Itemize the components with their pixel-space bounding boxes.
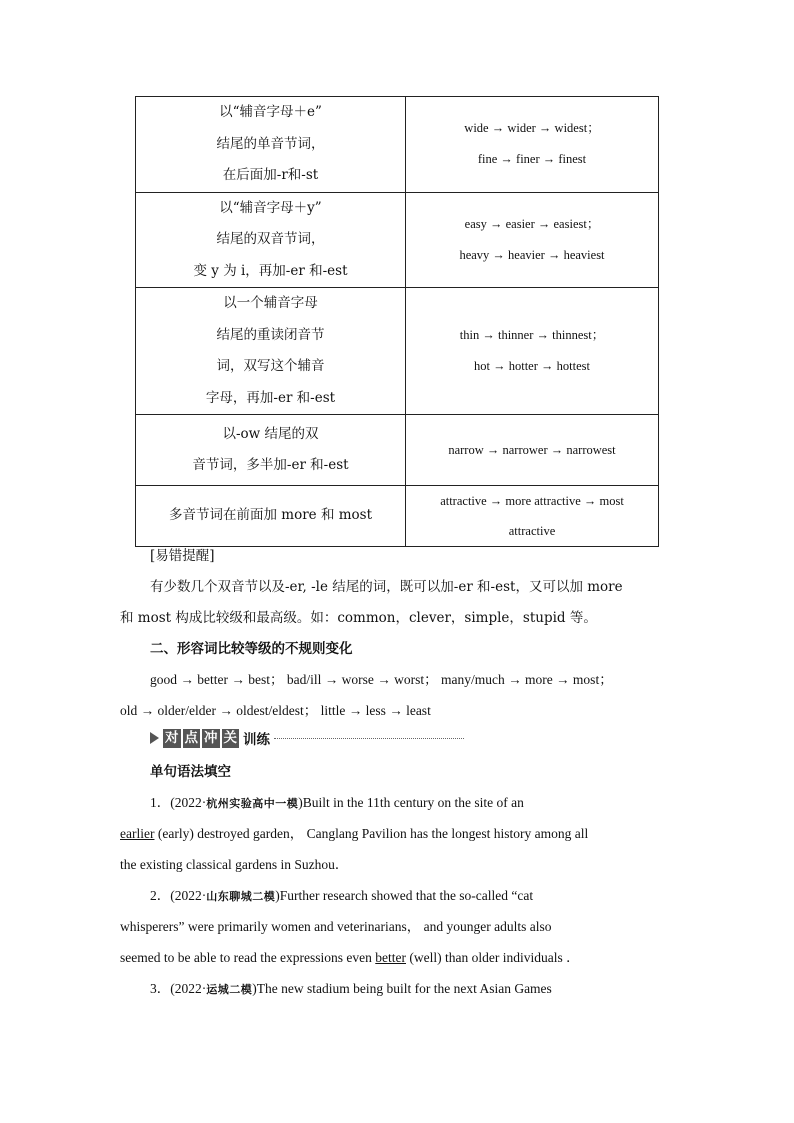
banner-chip: 关	[223, 729, 237, 746]
table-row	[136, 192, 659, 288]
example-cell	[406, 288, 659, 415]
table-row	[136, 486, 659, 547]
tip-line: 和 most 构成比较级和最高级。如：common，clever，simple，stupid 等。	[120, 610, 597, 626]
tip-heading: [易错提醒]	[150, 548, 215, 564]
example-cell	[406, 415, 659, 486]
rule-line: 音节词，多半加-er 和-est	[192, 457, 349, 473]
question-1-line	[120, 822, 672, 842]
example-cell	[406, 192, 659, 288]
example-cell	[406, 486, 659, 547]
irregular-line: good → better → best； bad/ill → worse → worst； many/much → more → most；	[150, 672, 613, 687]
table-row	[136, 97, 659, 193]
question-text: the existing classical gardens in Suzhou．	[120, 857, 349, 872]
rule-line: 字母，再加-er 和-est	[205, 389, 336, 406]
rule-line: 以-ow 结尾的双	[222, 425, 319, 442]
answer-blank: better	[375, 950, 407, 965]
rule-cell	[136, 415, 406, 486]
rule-line: 多音节词在前面加 more 和 most	[168, 507, 373, 524]
question-text: )Further research showed that the so-called “cat	[275, 888, 534, 903]
question-text: )The new stadium being built for the next Asian Games	[252, 981, 552, 996]
tip-line: 有少数几个双音节以及-er, -le 结尾的词，既可以加-er 和-est，又可以加 more	[150, 579, 623, 595]
rule-cell	[136, 97, 406, 193]
example-line: heavy → heavier → heaviest	[459, 247, 605, 262]
rule-line: 结尾的单音节词，	[216, 135, 325, 152]
example-cell	[406, 97, 659, 193]
rule-line: 以“辅音字母＋y”	[219, 199, 322, 216]
rule-line: 结尾的双音节词，	[216, 231, 325, 247]
example-line: attractive	[508, 524, 556, 538]
answer-blank: earlier	[120, 826, 155, 841]
question-year: (2022·	[170, 795, 207, 810]
rule-cell	[136, 288, 406, 415]
table-row	[136, 288, 659, 415]
question-text: )Built in the 11th century on the site of an	[298, 795, 524, 810]
comparison-rules-table	[135, 96, 659, 547]
dotted-rule	[274, 738, 464, 739]
question-text: (well) than older individuals ．	[406, 950, 580, 965]
rule-line: 在后面加-r和-st	[222, 167, 319, 183]
rule-cell	[136, 192, 406, 288]
example-line: thin → thinner → thinnest；	[459, 328, 605, 342]
rule-line: 变 y 为 i，再加-er 和-est	[193, 262, 348, 279]
question-2-line	[150, 884, 672, 904]
question-2-line	[120, 946, 672, 966]
rule-line: 以“辅音字母＋e”	[219, 104, 322, 120]
rule-cell	[136, 486, 406, 547]
question-text: whisperers” were primarily women and veterinarians， and younger adults also	[120, 919, 552, 934]
example-line: narrow → narrower → narrowest	[448, 442, 616, 457]
question-number: 2．	[150, 888, 171, 903]
question-source: 山东聊城二模	[206, 891, 276, 903]
banner-chip: 对	[165, 729, 179, 746]
question-text: (early) destroyed garden， Canglang Pavilion has the longest history among all	[154, 826, 589, 841]
example-line: wide → wider → widest；	[464, 121, 600, 136]
practice-banner	[150, 728, 464, 748]
question-number: 3．	[150, 981, 171, 996]
section-heading: 二、形容词比较等级的不规则变化	[150, 641, 353, 657]
table-row	[136, 415, 659, 486]
banner-chip: 冲	[204, 729, 218, 746]
rule-line: 结尾的重读闭音节	[216, 326, 325, 343]
example-line: fine → finer → finest	[477, 152, 587, 167]
example-line: attractive → more attractive → most	[440, 494, 624, 508]
question-number: 1．	[150, 795, 171, 810]
question-source: 杭州实验高中一模	[206, 798, 299, 810]
exercise-heading: 单句语法填空	[150, 764, 231, 780]
banner-chip: 点	[184, 729, 198, 746]
question-3-line	[150, 977, 672, 997]
example-line: hot → hotter → hottest	[474, 359, 590, 373]
example-line: easy → easier → easiest；	[464, 216, 600, 231]
question-year: (2022·	[170, 981, 207, 996]
rule-line: 词，双写这个辅音	[216, 358, 325, 374]
irregular-line: old → older/elder → oldest/eldest； little → less → least	[120, 703, 431, 718]
question-1-line	[150, 791, 672, 811]
rule-line: 以一个辅音字母	[223, 295, 318, 311]
question-text: seemed to be able to read the expressions even	[120, 950, 376, 965]
question-source: 运城二模	[206, 984, 253, 996]
question-year: (2022·	[170, 888, 207, 903]
banner-label: 训练	[243, 732, 270, 748]
triangle-icon	[150, 732, 159, 744]
